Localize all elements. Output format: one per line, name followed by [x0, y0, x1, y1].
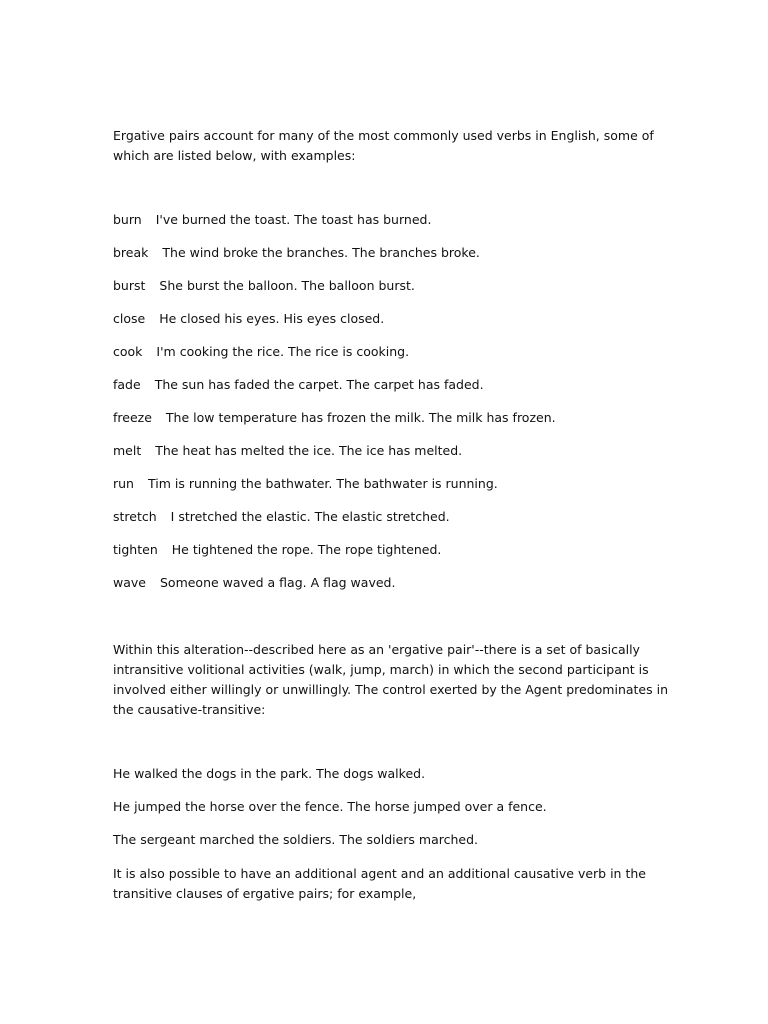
verb-term: cook: [113, 344, 143, 359]
intro-paragraph: Ergative pairs account for many of the most commonly used verbs in English, some of which are listed below, with examples:: [113, 128, 654, 163]
verb-row-break: [113, 245, 713, 261]
example-sentence: He walked the dogs in the park. The dogs walked.: [113, 766, 426, 781]
closing-paragraph: It is also possible to have an additional agent and an additional causative verb in the transitive clauses of ergative pairs; for example,: [113, 866, 646, 901]
verb-row-fade: [113, 377, 713, 393]
verb-row-cook: [113, 344, 713, 360]
verb-term: wave: [113, 575, 146, 590]
verb-row-burst: [113, 278, 713, 294]
verb-term: burn: [113, 212, 142, 227]
verb-term: close: [113, 311, 146, 326]
verb-example: The low temperature has frozen the milk. The milk has frozen.: [165, 410, 556, 425]
verb-row-tighten: [113, 542, 713, 558]
verb-example: The heat has melted the ice. The ice has melted.: [155, 443, 463, 458]
verb-example: I've burned the toast. The toast has burned.: [155, 212, 432, 227]
verb-term: tighten: [113, 542, 158, 557]
verb-term: break: [113, 245, 149, 260]
verb-example: I stretched the elastic. The elastic stretched.: [170, 509, 450, 524]
ergative-pair-paragraph: Within this alteration--described here as an 'ergative pair'--there is a set of basically intransitive volitional activities (walk, jump, march) in which the second participant is involved either willingly or unwillingly. The control exerted by the Agent predominates in the causative-transitive:: [113, 642, 669, 717]
verb-example: Someone waved a flag. A flag waved.: [159, 575, 396, 590]
verb-row-melt: [113, 443, 713, 459]
verb-row-stretch: [113, 509, 713, 525]
verb-row-wave: [113, 575, 713, 591]
verb-example: He tightened the rope. The rope tightened.: [171, 542, 442, 557]
verb-example: The sun has faded the carpet. The carpet has faded.: [154, 377, 484, 392]
verb-term: melt: [113, 443, 142, 458]
verb-example: She burst the balloon. The balloon burst.: [159, 278, 415, 293]
verb-example: Tim is running the bathwater. The bathwater is running.: [147, 476, 498, 491]
verb-row-burn: [113, 212, 713, 228]
verb-row-run: [113, 476, 713, 492]
verb-term: burst: [113, 278, 146, 293]
verb-term: run: [113, 476, 134, 491]
verb-row-close: [113, 311, 713, 327]
verb-term: freeze: [113, 410, 152, 425]
example-sentence: He jumped the horse over the fence. The horse jumped over a fence.: [113, 799, 547, 814]
verb-example: He closed his eyes. His eyes closed.: [159, 311, 385, 326]
verb-example: The wind broke the branches. The branches broke.: [162, 245, 480, 260]
verb-term: fade: [113, 377, 141, 392]
example-sentence: The sergeant marched the soldiers. The soldiers marched.: [113, 832, 479, 847]
verb-term: stretch: [113, 509, 157, 524]
verb-example: I'm cooking the rice. The rice is cooking.: [156, 344, 410, 359]
verb-row-freeze: [113, 410, 713, 426]
